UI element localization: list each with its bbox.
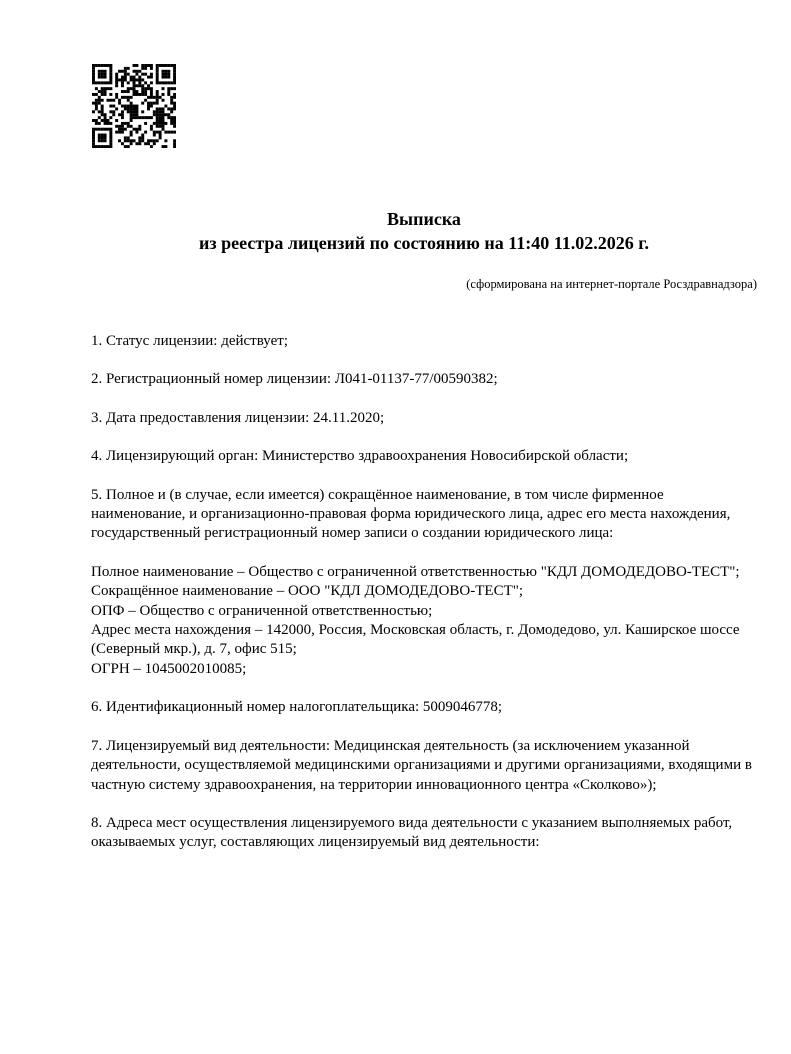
formed-note: (сформирована на интернет-портале Росздравнадзора) [466,277,757,291]
clause-6-inn: 6. Идентификационный номер налогоплательщика: 5009046778; [91,699,503,716]
document-body [91,332,753,872]
org-short-name: Сокращённое наименование – ООО "КДЛ ДОМОДЕДОВО-ТЕСТ"; [91,583,524,600]
qr-code-icon [92,64,176,148]
clause-4-licensing-authority: 4. Лицензирующий орган: Министерство здравоохранения Новосибирской области; [91,448,629,465]
org-details-block [91,563,753,679]
org-address: Адрес места нахождения – 142000, Россия, Московская область, г. Домодедово, ул. Каширское шоссе (Северный мкр.), д. 7, офис 515; [91,622,740,658]
title-line-2: из реестра лицензий по состоянию на 11:40 11.02.2026 г. [199,233,649,253]
org-full-name: Полное наименование – Общество с ограниченной ответственностью "КДЛ ДОМОДЕДОВО-ТЕСТ"; [91,563,740,580]
clause-5-org-info-intro: 5. Полное и (в случае, если имеется) сокращённое наименование, в том числе фирменное наименование, и организационно-правовая форма юридического лица, адрес его места нахождения, государственный регистрационный номер записи о создании юридического лица: [91,486,731,542]
title-line-1: Выписка [387,209,461,229]
document-title [91,207,757,255]
org-ogrn: ОГРН – 1045002010085; [91,660,247,677]
clause-7-activity-type: 7. Лицензируемый вид деятельности: Медицинская деятельность (за исключением указанной деятельности, осуществляемой медицинскими организациями и другими организациями, входящими в частную систему здравоохранения, на территории инновационного центра «Сколково»); [91,737,752,793]
clause-8-activity-addresses: 8. Адреса мест осуществления лицензируемого вида деятельности с указанием выполняемых работ, оказываемых услуг, составляющих лицензируемый вид деятельности: [91,814,733,851]
clause-3-grant-date: 3. Дата предоставления лицензии: 24.11.2020; [91,409,385,426]
clause-2-reg-number: 2. Регистрационный номер лицензии: Л041-01137-77/00590382; [91,371,498,388]
clause-1-status: 1. Статус лицензии: действует; [91,333,288,349]
org-legal-form: ОПФ – Общество с ограниченной ответственностью; [91,602,433,619]
